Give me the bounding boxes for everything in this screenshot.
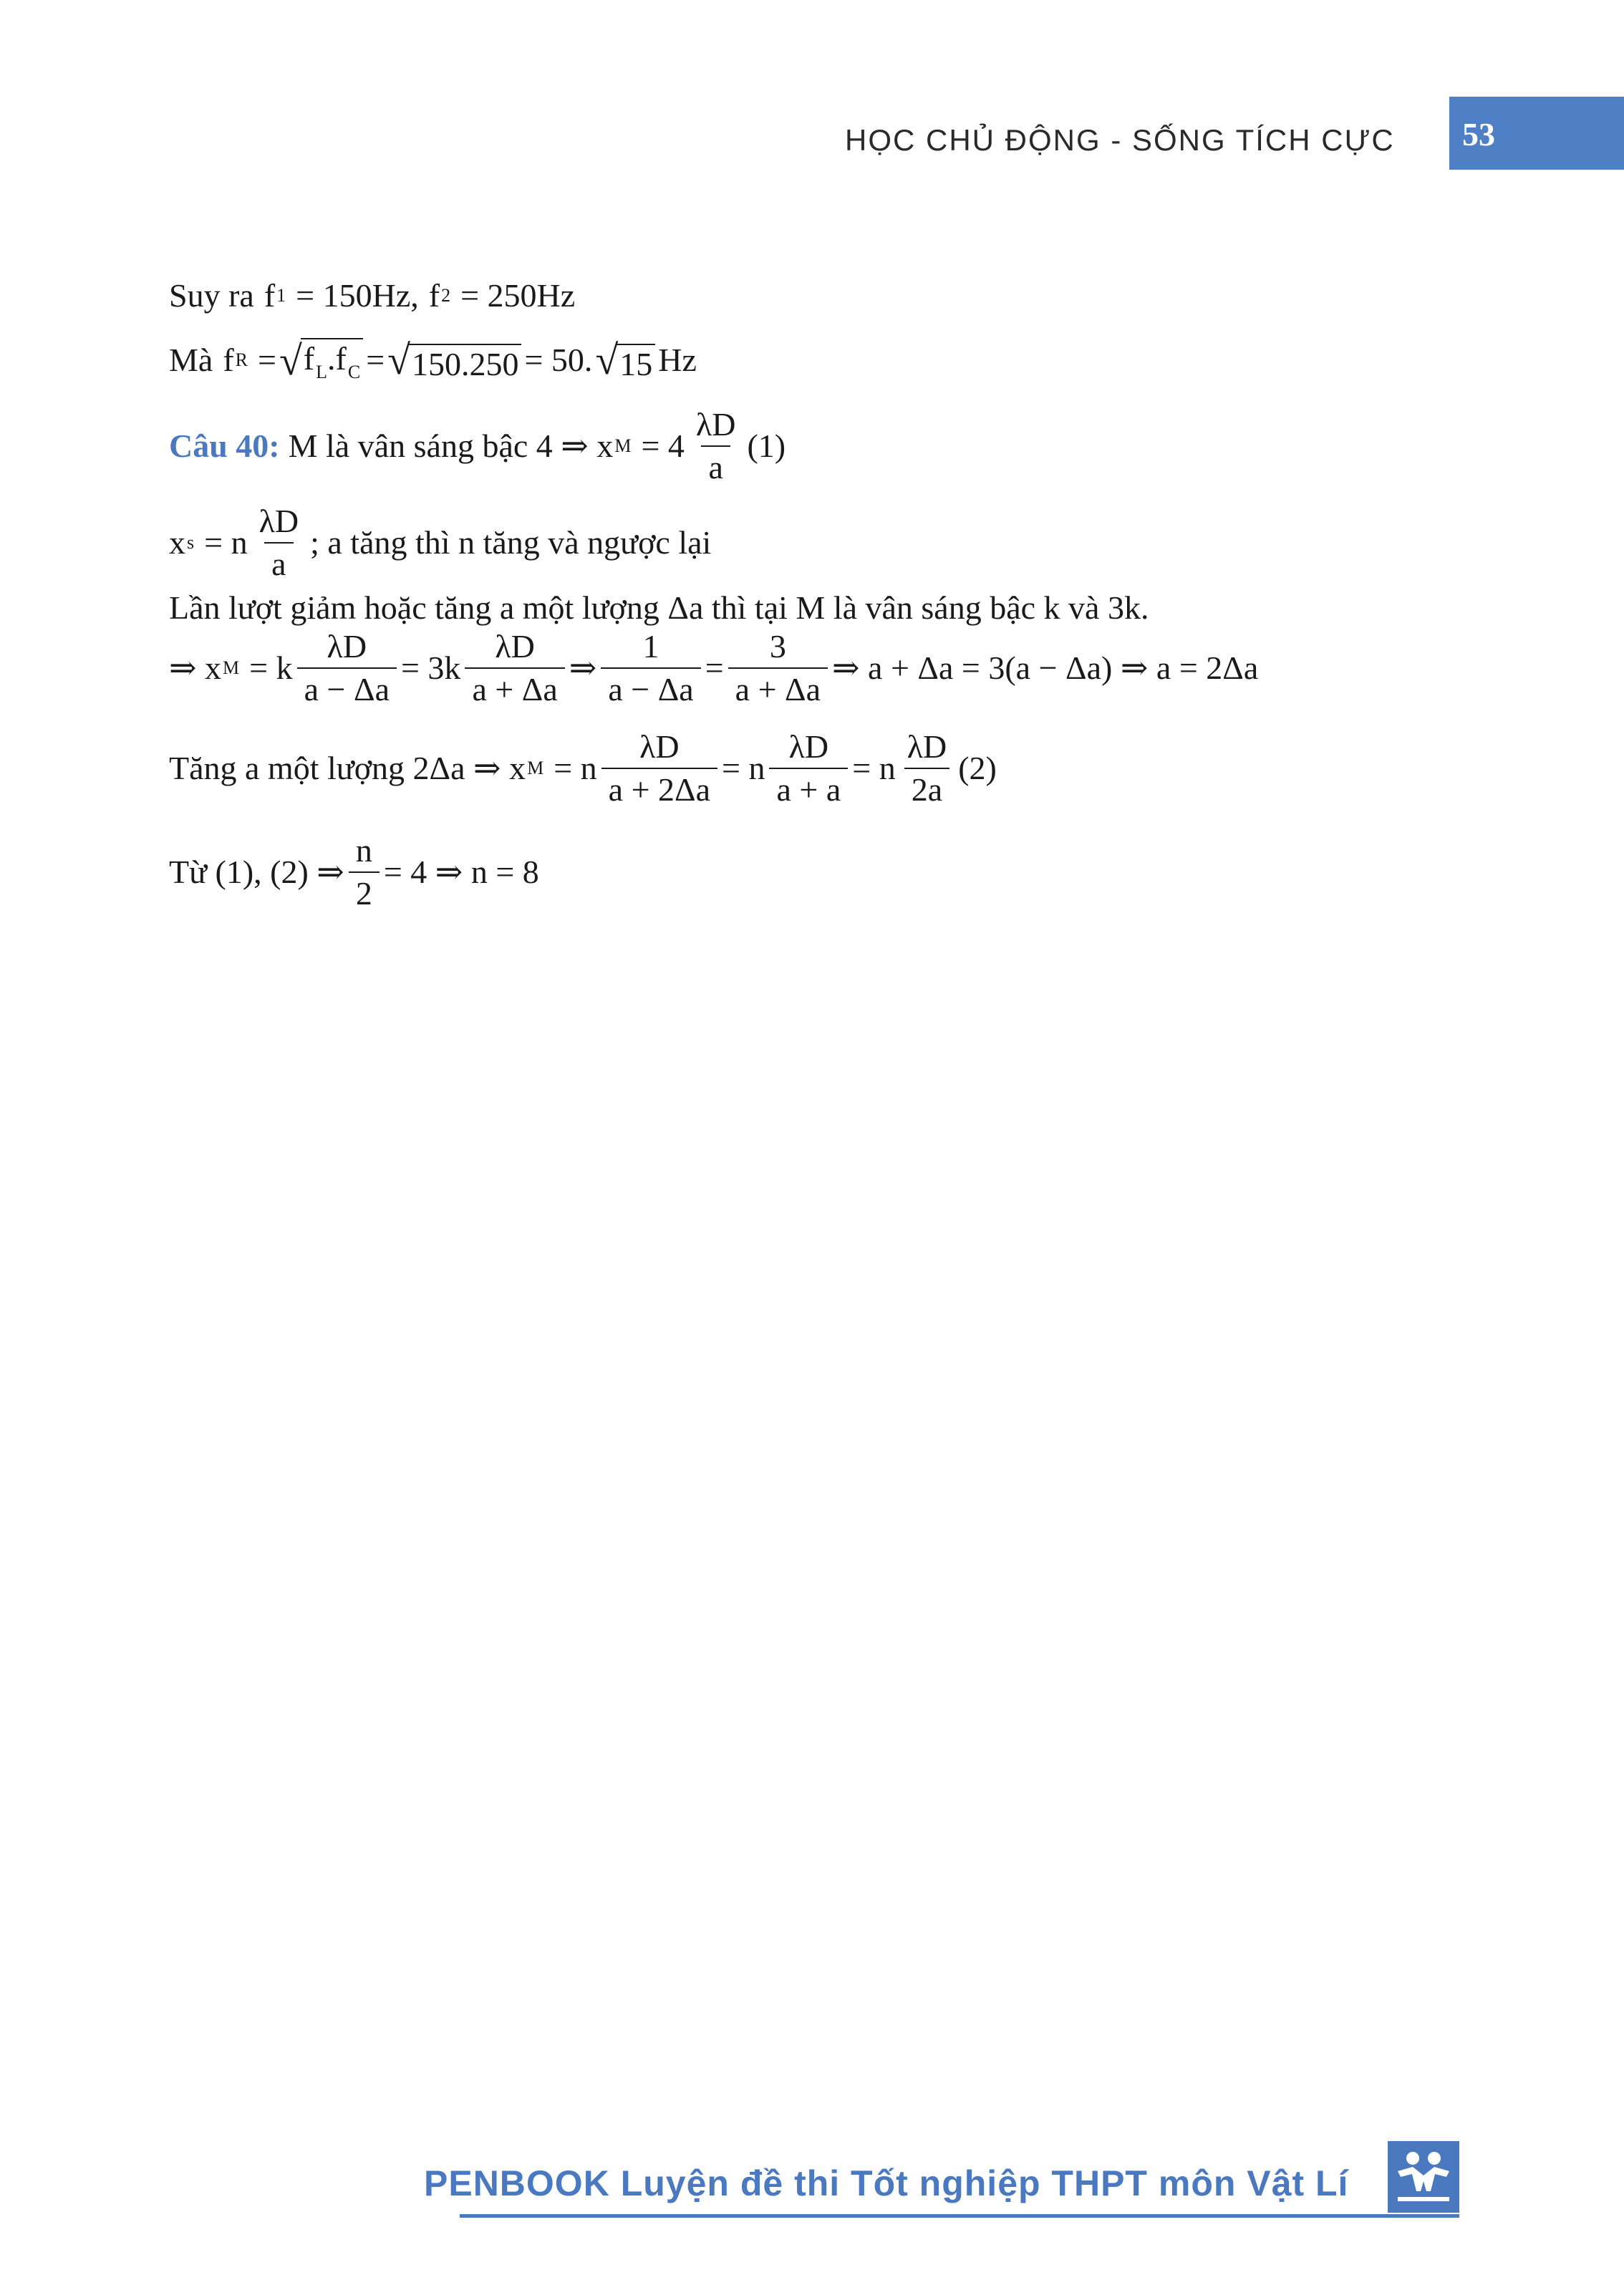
sqrt: √ 15 (595, 339, 655, 381)
fraction: $\frac{\lambda D}{a - \Delta a}$ (297, 630, 397, 706)
page-number: 53 (1462, 116, 1495, 153)
symbol: .f (327, 340, 347, 377)
line-resonance (169, 338, 697, 382)
text: Tăng a một lượng 2Δa ⇒ x (169, 750, 526, 786)
operator: = n (554, 750, 597, 786)
page-number-tab (1449, 97, 1624, 170)
footer-rule (460, 2214, 1459, 2218)
subscript: M (614, 435, 632, 456)
equation-tag: (2) (958, 750, 997, 786)
fraction: $\frac{\lambda D}{a}$ (258, 503, 299, 582)
operator: = 4 (641, 428, 685, 464)
operator: = k (249, 649, 293, 686)
line-xs (169, 505, 711, 581)
operator: = (258, 341, 276, 378)
text: Từ (1), (2) ⇒ (169, 854, 344, 890)
text: = 4 ⇒ n = 8 (383, 854, 539, 890)
operator: = n (852, 750, 896, 786)
people-icon (1388, 2141, 1459, 2213)
radicand: 150.250 (409, 344, 522, 381)
sqrt: √ 150.250 (387, 339, 521, 381)
subscript: s (187, 532, 195, 553)
text: Mà (169, 341, 213, 378)
symbol: f (303, 340, 315, 377)
subscript: 2 (441, 285, 451, 306)
subscript: C (347, 362, 361, 382)
fraction: $\frac{\lambda D}{2a}$ (900, 730, 954, 806)
text: Lần lượt giảm hoặc tăng a một lượng Δa thì tại M là vân sáng bậc k và 3k. (169, 589, 1149, 626)
operator: = 50. (524, 341, 593, 378)
question-label: Câu 40: (169, 428, 280, 464)
fraction: $\frac{n}{2}$ (349, 834, 380, 910)
line-frequencies (169, 279, 575, 312)
symbol: f (428, 277, 440, 314)
subscript: R (235, 349, 248, 370)
operator: = n (722, 750, 765, 786)
text: ; a tăng thì n tăng và ngược lại (310, 524, 712, 561)
symbol: f (264, 277, 276, 314)
subscript: M (527, 758, 544, 778)
fraction: $\frac{\lambda D}{a + \Delta a}$ (465, 630, 564, 706)
text: M là vân sáng bậc 4 ⇒ x (288, 428, 614, 464)
value: = 150Hz, (296, 277, 419, 314)
operator: = (705, 649, 724, 686)
text: Suy ra (169, 277, 254, 314)
subscript: L (316, 362, 328, 382)
subscript: 1 (276, 285, 286, 306)
text: ⇒ a + Δa = 3(a − Δa) ⇒ a = 2Δa (832, 649, 1259, 686)
operator: = (366, 341, 385, 378)
line-statement (169, 591, 1149, 624)
footer-title: PENBOOK Luyện đề thi Tốt nghiệp THPT môn Vật Lí (424, 2163, 1349, 2203)
header-title: HỌC CHỦ ĐỘNG - SỐNG TÍCH CỰC (845, 123, 1395, 157)
value: = 250Hz (460, 277, 576, 314)
fraction: $\frac{3}{a + \Delta a}$ (728, 630, 828, 706)
operator: = 3k (400, 649, 461, 686)
text: ⇒ x (169, 649, 222, 686)
unit: Hz (658, 341, 697, 378)
subscript: M (223, 657, 240, 678)
line-derivation (169, 630, 1258, 706)
line-increase (169, 730, 997, 806)
fraction: $\frac{\lambda D}{a + 2\Delta a}$ (601, 730, 717, 806)
fraction: $\frac{\lambda D}{a + a}$ (769, 730, 848, 806)
line-conclusion (169, 834, 539, 910)
radicand: 15 (617, 344, 655, 381)
line-question-40 (169, 408, 786, 484)
fraction: $\frac{1}{a - \Delta a}$ (601, 630, 700, 706)
operator: = n (204, 524, 248, 561)
fraction: $\frac{\lambda D}{a}$ (695, 406, 736, 486)
symbol: f (223, 341, 234, 378)
operator: ⇒ (569, 649, 597, 686)
symbol: x (169, 524, 185, 561)
sqrt: √ $f_L.f_C$ (279, 338, 363, 382)
equation-tag: (1) (747, 428, 786, 464)
